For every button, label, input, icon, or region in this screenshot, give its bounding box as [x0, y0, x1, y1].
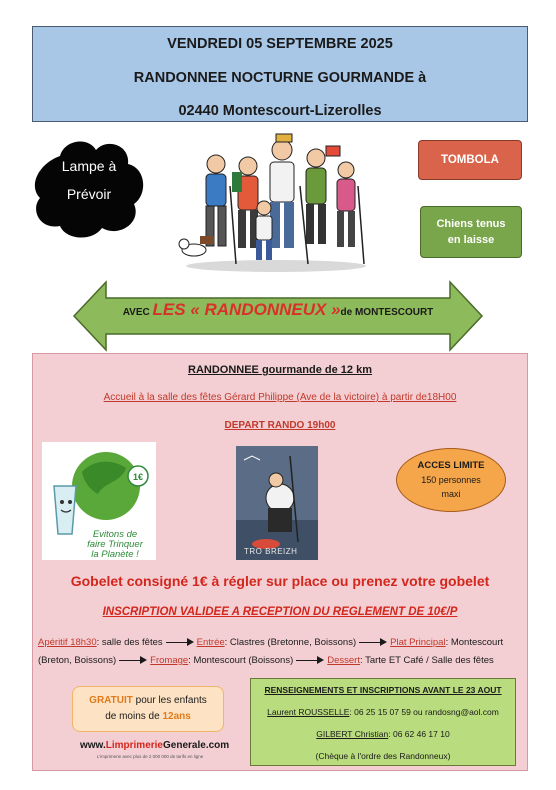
contact-1-info: : 06 25 15 07 59 ou randosng@aol.com — [349, 707, 499, 717]
arrow-right-icon — [119, 656, 147, 664]
free-line-1 — [89, 693, 207, 709]
hikers-illustration — [176, 126, 376, 276]
free-rest-1: pour les enfants — [132, 695, 207, 706]
event-date: VENDREDI 05 SEPTEMBRE 2025 — [167, 36, 393, 52]
event-title: RANDONNEE NOCTURNE GOURMANDE à — [133, 70, 427, 86]
capacity-count: 150 personnes — [421, 475, 481, 485]
fromage-label: Fromage — [150, 655, 189, 666]
dogs-line-1: Chiens tenus — [436, 218, 506, 230]
website-prefix: www. — [80, 740, 106, 751]
free-children-box — [72, 686, 224, 732]
free-rest-2: de moins de — [105, 711, 163, 722]
poster-caption: TRO BREIZH — [244, 547, 298, 556]
website-name-red: Limprimerie — [105, 740, 163, 751]
arrow-right-icon — [166, 638, 194, 646]
eco-line-3: la Planète ! — [91, 549, 139, 560]
entree-text: : Clastres (Bretonne, Boissons) — [224, 637, 357, 648]
capacity-max: maxi — [441, 489, 461, 499]
banner-avec: AVEC — [122, 307, 153, 318]
hiker-figure — [200, 155, 226, 246]
hike-title-rest: gourmande de 12 km — [261, 364, 372, 376]
dogs-leash-badge — [420, 206, 522, 258]
website-name-black: Generale — [163, 740, 206, 751]
registration-notice: INSCRIPTION VALIDEE A RECEPTION DU REGLEMENT DE 10€/P — [102, 606, 458, 618]
hike-title — [32, 364, 528, 376]
aperitif-text: : salle des fêtes — [96, 637, 163, 648]
svg-text:1€: 1€ — [132, 472, 144, 482]
contact-2-name: GILBERT Christian — [316, 729, 389, 739]
tombola-badge: TOMBOLA — [418, 140, 522, 180]
arrow-right-icon — [359, 638, 387, 646]
hike-title-prefix: RANDONNEE — [188, 364, 262, 376]
plat-label: Plat Principal — [390, 637, 446, 648]
eco-line-1: Evitons de — [92, 529, 138, 540]
itinerary-line-2 — [38, 655, 494, 666]
free-age: 12ans — [162, 711, 191, 722]
eco-line-2: faire Trinquer — [87, 539, 143, 550]
dogs-line-2: en laisse — [447, 234, 495, 246]
event-location: 02440 Montescourt-Lizerolles — [178, 103, 382, 119]
plat-continued: (Breton, Boissons) — [38, 655, 117, 666]
dessert-label: Dessert — [327, 655, 360, 666]
departure-time: DEPART RANDO 19h00 — [224, 420, 336, 431]
banner-club-name: LES « RANDONNEUX » — [152, 300, 341, 319]
contact-2-info: : 06 62 46 17 10 — [388, 729, 450, 739]
lamp-notice — [30, 152, 148, 208]
contact-1 — [251, 707, 515, 717]
free-line-2 — [105, 709, 191, 725]
contact-box — [250, 678, 516, 766]
plat-text: : Montescourt — [445, 637, 504, 648]
welcome-info: Accueil à la salle des fêtes Gérard Philippe (Ave de la victoire) à partir de18H00 — [103, 392, 457, 403]
organizer-banner — [72, 300, 484, 320]
fromage-text: : Montescourt (Boissons) — [188, 655, 294, 666]
capacity-title: ACCES LIMITE — [417, 460, 485, 471]
contact-title: RENSEIGNEMENTS ET INSCRIPTIONS AVANT LE 23 AOUT — [264, 685, 502, 695]
arrow-right-icon — [296, 656, 324, 664]
header-box — [32, 26, 528, 122]
free-label: GRATUIT — [89, 695, 133, 706]
cheque-note: (Chèque à l'ordre des Randonneux) — [315, 751, 451, 761]
website-suffix: .com — [205, 740, 230, 751]
banner-village: de MONTESCOURT — [340, 307, 434, 318]
cup-deposit-notice: Gobelet consigné 1€ à régler sur place ou prenez votre gobelet — [70, 573, 490, 589]
contact-1-name: Laurent ROUSSELLE — [267, 707, 350, 717]
aperitif-label: Apéritif 18h30 — [38, 637, 97, 648]
capacity-badge — [396, 448, 506, 512]
lamp-line-1: Lampe à — [61, 158, 117, 174]
printer-website — [80, 740, 230, 751]
contact-2 — [251, 729, 515, 739]
tro-breizh-poster — [236, 446, 318, 560]
printer-tagline: L'imprimerie avec plus de 2 000 000 de tarifs en ligne — [96, 754, 204, 759]
dessert-text: : Tarte ET Café / Salle des fêtes — [359, 655, 494, 666]
itinerary-line-1 — [38, 637, 503, 648]
eco-tagline — [78, 530, 152, 560]
lamp-line-2: Prévoir — [66, 186, 112, 202]
entree-label: Entrée — [196, 637, 225, 648]
